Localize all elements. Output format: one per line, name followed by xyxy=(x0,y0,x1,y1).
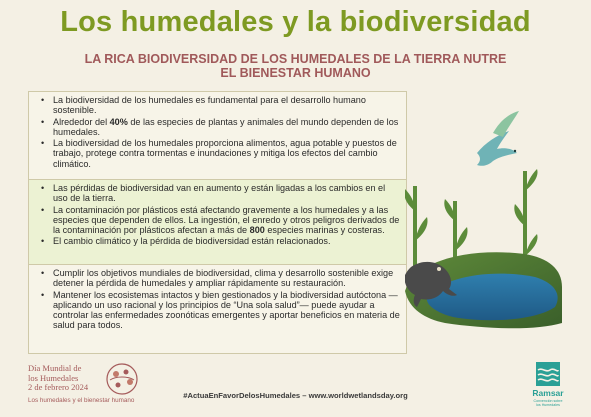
page-subtitle xyxy=(0,52,591,80)
list-item: • Las pérdidas de biodiversidad van en aumento y están ligadas a los cambios en el uso de la tierra. xyxy=(53,183,400,204)
ramsar-subtitle: Convención sobre los Humedales xyxy=(533,399,563,408)
bullet-list xyxy=(29,92,406,169)
hashtag-link[interactable]: #ActuaEnFavorDelosHumedales – www.worldwetlandsday.org xyxy=(183,391,408,400)
list-item: • Alrededor del 40% de las especies de plantas y animales del mundo dependen de los humedales. xyxy=(53,117,400,138)
page-title: Los humedales y la biodiversidad xyxy=(60,6,531,38)
ramsar-wave-icon xyxy=(536,362,560,386)
wetland-illustration xyxy=(405,91,562,352)
logo-theme: Los humedales y el bienestar humano xyxy=(28,397,135,404)
list-item: • El cambio climático y la pérdida de biodiversidad están relacionados. xyxy=(53,236,400,246)
list-item: • La biodiversidad de los humedales es fundamental para el desarrollo humano sostenible. xyxy=(53,95,400,116)
list-item: • La contaminación por plásticos está afectando gravemente a los humedales y a las especies que dependen de ellos. La ingestión, el enredo y otros peligros derivados de la contaminación por plásticos afectan a más de 800 especies marinas y costeras. xyxy=(53,205,400,236)
section-threats xyxy=(29,179,406,265)
subtitle-line-1: LA RICA BIODIVERSIDAD DE LOS HUMEDALES DE LA TIERRA NUTRE xyxy=(84,52,507,66)
facts-panel xyxy=(28,91,407,354)
list-item: • Mantener los ecosistemas intactos y bien gestionados y la biodiversidad autóctona —aplicando un uso racional y los principios de “Una sola salud”— puede ayudar a controlar las enfermedades zoonóticas emergentes y aportar beneficios en materia de salud para todos. xyxy=(53,290,400,331)
ramsar-logo xyxy=(527,362,569,412)
list-item: • Cumplir los objetivos mundiales de biodiversidad, clima y desarrollo sostenible exige detener la pérdida de humedales y ampliar rápidamente su restauración. xyxy=(53,268,400,289)
world-wetlands-day-logo xyxy=(28,362,168,412)
section-importance xyxy=(29,92,406,179)
bullet-list xyxy=(29,265,406,331)
list-item: • La biodiversidad de los humedales proporciona alimentos, agua potable y puestos de trabajo, protege contra tormentas e inundaciones y mitiga los efectos del cambio climático. xyxy=(53,138,400,169)
ramsar-name: Ramsar xyxy=(532,388,564,398)
logo-text: Día Mundial de los Humedales 2 de febrero 2024 xyxy=(28,363,89,392)
bullet-list xyxy=(29,180,406,247)
bird-icon xyxy=(477,111,519,166)
subtitle-line-2: EL BIENESTAR HUMANO xyxy=(220,66,371,80)
section-actions xyxy=(29,265,406,353)
